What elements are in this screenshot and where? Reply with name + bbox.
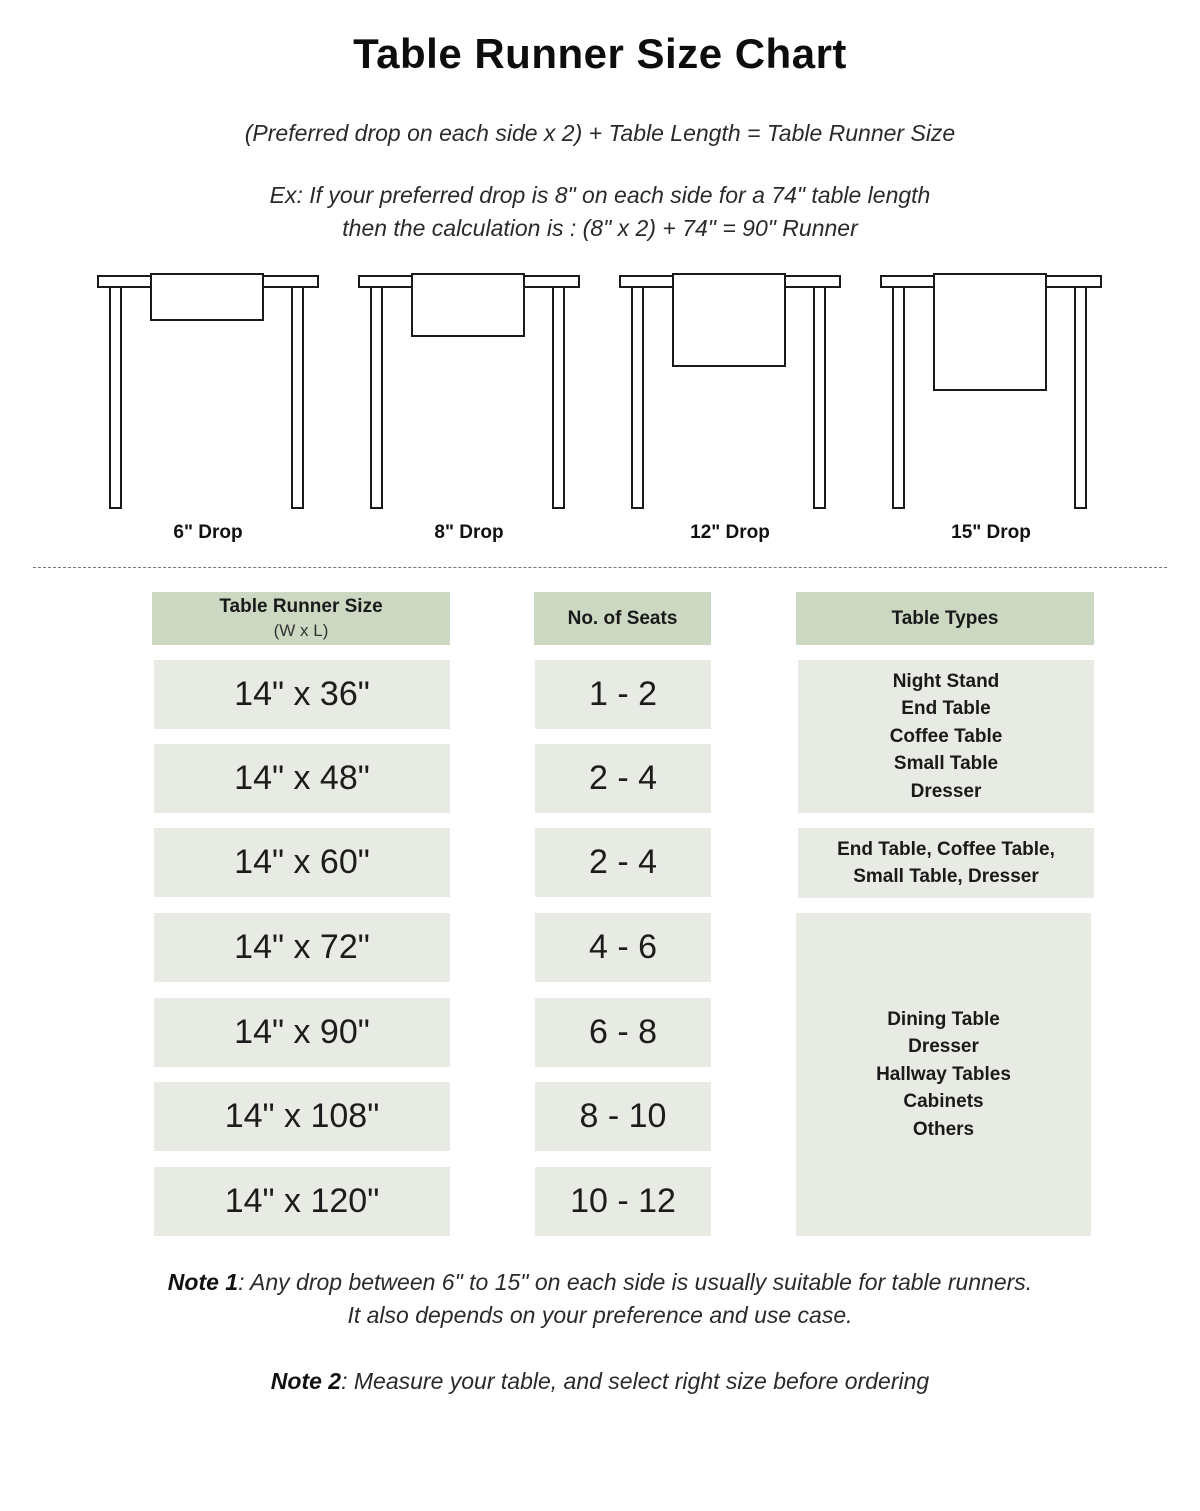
seats-value: 6 - 8 <box>588 1013 658 1051</box>
type-line: Dining Table <box>887 1008 1000 1030</box>
example-line-2: then the calculation is : (8" x 2) + 74" = 90" Runner <box>342 215 858 241</box>
note-1-label: Note 1 <box>167 1269 239 1295</box>
types-group-small <box>798 660 1094 813</box>
header-size-sublabel: (W x L) <box>273 621 329 640</box>
runner-drop <box>151 274 263 320</box>
type-line: Others <box>912 1118 975 1140</box>
size-cell <box>154 1082 450 1151</box>
type-line: End Table, Coffee Table, <box>837 838 1055 860</box>
seats-cell <box>535 744 711 813</box>
type-line: Coffee Table <box>889 725 1003 747</box>
formula-text: (Preferred drop on each side x 2) + Table Length = Table Runner Size <box>244 120 956 146</box>
header-size-label: Table Runner Size <box>219 596 383 617</box>
seats-value: 2 - 4 <box>588 843 658 881</box>
size-cell <box>154 1167 450 1236</box>
runner-drop <box>412 274 524 336</box>
seats-cell <box>535 1082 711 1151</box>
seats-cell <box>535 828 711 897</box>
seats-cell <box>535 998 711 1067</box>
size-value: 14" x 36" <box>234 675 370 713</box>
table-leg-left <box>110 286 121 508</box>
size-value: 14" x 108" <box>224 1097 380 1135</box>
section-divider <box>33 567 1167 568</box>
runner-drop <box>673 274 785 366</box>
drop-label-6: 6" Drop <box>173 522 243 543</box>
table-leg-left <box>371 286 382 508</box>
size-cell <box>154 913 450 982</box>
type-line: Dresser <box>908 1036 979 1058</box>
note-1 <box>0 1269 1200 1296</box>
note-1-line-2: It also depends on your preference and use case. <box>347 1302 853 1328</box>
table-leg-left <box>893 286 904 508</box>
size-cell <box>154 744 450 813</box>
size-value: 14" x 48" <box>234 759 370 797</box>
type-line: Cabinets <box>903 1091 984 1113</box>
size-cell <box>154 660 450 729</box>
note-2-label: Note 2 <box>270 1368 342 1394</box>
seats-value: 4 - 6 <box>588 928 658 966</box>
header-seats <box>534 592 711 645</box>
size-cell <box>154 998 450 1067</box>
seats-value: 2 - 4 <box>588 759 658 797</box>
type-line: Hallway Tables <box>876 1063 1011 1085</box>
seats-value: 1 - 2 <box>588 675 658 713</box>
type-line: End Table <box>901 698 991 720</box>
page-title: Table Runner Size Chart <box>353 30 847 77</box>
header-seats-label: No. of Seats <box>567 607 678 629</box>
drop-label-12: 12" Drop <box>690 522 770 543</box>
table-leg-left <box>632 286 643 508</box>
size-value: 14" x 60" <box>234 843 370 881</box>
type-line: Small Table, Dresser <box>853 866 1039 887</box>
type-line: Night Stand <box>892 670 1000 692</box>
size-value: 14" x 72" <box>234 928 370 966</box>
drop-label-15: 15" Drop <box>951 522 1031 543</box>
header-types-label: Table Types <box>891 607 999 629</box>
table-leg-right <box>814 286 825 508</box>
table-leg-right <box>553 286 564 508</box>
size-value: 14" x 90" <box>234 1013 370 1051</box>
drop-diagram <box>0 262 1200 522</box>
size-value: 14" x 120" <box>224 1182 380 1220</box>
seats-value: 10 - 12 <box>570 1182 676 1220</box>
type-line: Dresser <box>910 780 982 802</box>
seats-cell <box>535 660 711 729</box>
runner-drop <box>934 274 1046 390</box>
note-2 <box>0 1368 1200 1395</box>
seats-cell <box>535 913 711 982</box>
header-types <box>796 592 1094 645</box>
types-group-large <box>796 913 1091 1236</box>
table-leg-right <box>1075 286 1086 508</box>
header-size <box>152 592 450 645</box>
size-cell <box>154 828 450 897</box>
type-line: Small Table <box>893 753 999 775</box>
note-1-text: : Any drop between 6" to 15" on each side is usually suitable for table runners. <box>238 1269 1033 1295</box>
note-2-text: : Measure your table, and select right size before ordering <box>341 1368 930 1394</box>
seats-value: 8 - 10 <box>579 1097 667 1135</box>
table-leg-right <box>292 286 303 508</box>
types-group-medium <box>798 828 1094 898</box>
example-line-1: Ex: If your preferred drop is 8" on each side for a 74" table length <box>269 182 931 208</box>
seats-cell <box>535 1167 711 1236</box>
drop-label-8: 8" Drop <box>434 522 504 543</box>
